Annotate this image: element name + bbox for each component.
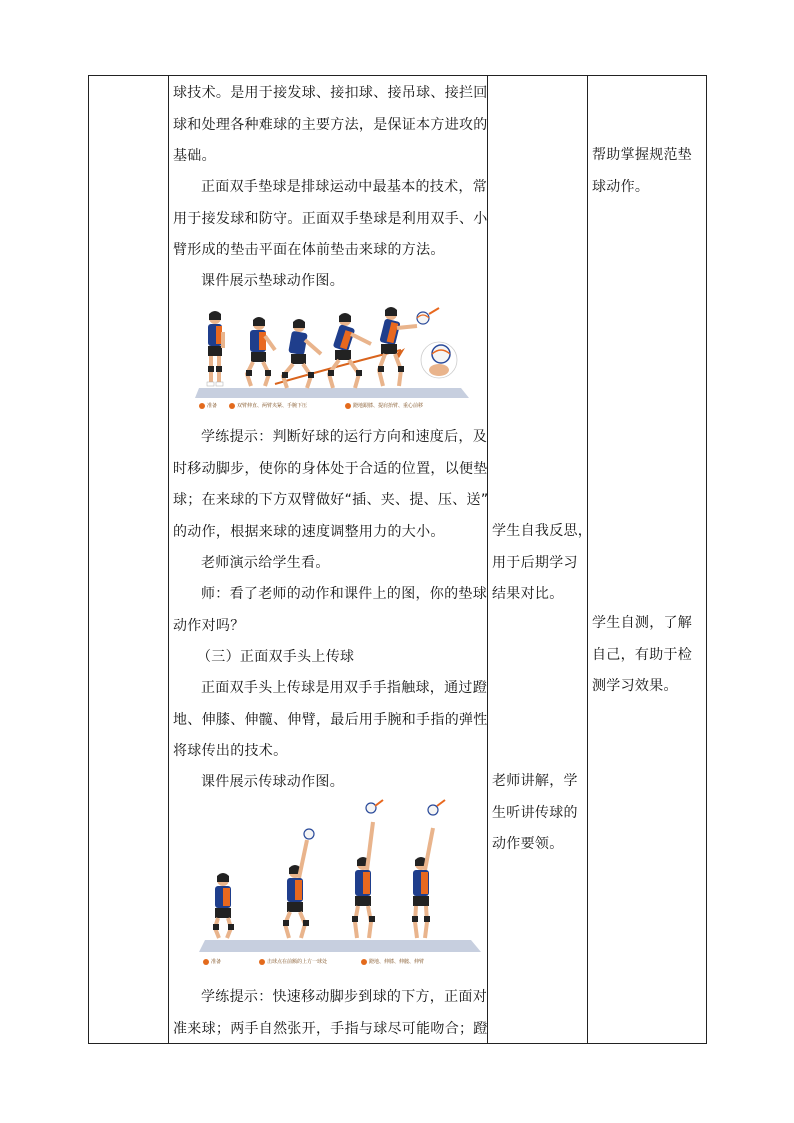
set-pass-figure (199, 798, 481, 970)
player-figure-step-4 (412, 800, 445, 938)
paragraph-show-bump: 课件展示垫球动作图。 (201, 273, 344, 289)
lesson-table (88, 75, 707, 1044)
student-activity-listen: 老师讲解，学 生听讲传球的 动作要领。 (492, 773, 578, 852)
purpose-self-test: 学生自测，了解 自己，有助于检 测学习效果。 (592, 615, 693, 694)
hands-closeup-inset (421, 342, 457, 378)
player-figure-step-4 (328, 313, 371, 388)
paragraph-teacher-question: 师：看了老师的动作和课件上的图，你的垫球 动作对吗？ (173, 586, 487, 634)
set-caption-3: 蹬地、伸膝、伸髋、伸臂 (361, 958, 424, 965)
volleyball-ball (417, 308, 439, 324)
player-figure-step-3 (282, 319, 321, 388)
set-pass-illustration (199, 798, 481, 970)
paragraph-set-tips: 学练提示：快速移动脚步到球的下方，正面对 准来球；两手自然张开，手指与球尽可能吻合；蹬 (173, 989, 488, 1037)
bump-caption-3: 蹬地跟膝、提肩抬臂、重心前移 (345, 402, 423, 409)
player-figure-step-5 (378, 307, 417, 386)
paragraph-set-definition: 正面双手头上传球是用双手手指触球，通过蹬 地、伸膝、伸髋、伸臂，最后用手腕和手指的弹性 将球传出的技术。 (173, 680, 488, 759)
bump-pass-illustration (195, 304, 469, 412)
bump-caption-2: 双臂伸直、两臂夹紧、手腕下压 (229, 402, 307, 409)
player-figure-ready (213, 873, 234, 938)
player-figure-ready (207, 311, 225, 386)
bump-pass-figure (195, 304, 469, 412)
player-figure-step-2 (283, 829, 314, 938)
paragraph-show-set: 课件展示传球动作图。 (201, 774, 344, 790)
column-divider-1 (168, 76, 169, 1043)
paragraph-bump-definition: 正面双手垫球是排球运动中最基本的技术，常 用于接发球和防守。正面双手垫球是利用双手、小 臂形成的垫击平面在体前垫击来球的方法。 (173, 179, 488, 258)
set-caption-2: 击球点在前额的上方一球处 (259, 958, 327, 965)
player-figure-step-3 (352, 800, 383, 938)
student-activity-reflection: 学生自我反思， 用于后期学习 结果对比。 (492, 523, 593, 602)
player-figure-step-2 (246, 317, 275, 386)
paragraph-teacher-demo: 老师演示给学生看。 (201, 555, 330, 571)
set-caption-1: 准备 (203, 958, 221, 965)
paragraph-bump-tips: 学练提示：判断好球的运行方向和速度后，及 时移动脚步，使你的身体处于合适的位置，以便垫 球；在来球的下方双臂做好“插、夹、提、压、送” 的动作，根据来球的速度调整用力的大小。 (173, 429, 489, 540)
section-heading-set-pass: （三）正面双手头上传球 (197, 649, 355, 665)
paragraph-intro: 球技术。是用于接发球、接扣球、接吊球、接拦回 球和处理各种难球的主要方法，是保证本方进攻的 基础。 (173, 85, 488, 164)
purpose-bump-standard: 帮助掌握规范垫 球动作。 (592, 147, 693, 195)
bump-caption-1: 准备 (199, 402, 217, 409)
